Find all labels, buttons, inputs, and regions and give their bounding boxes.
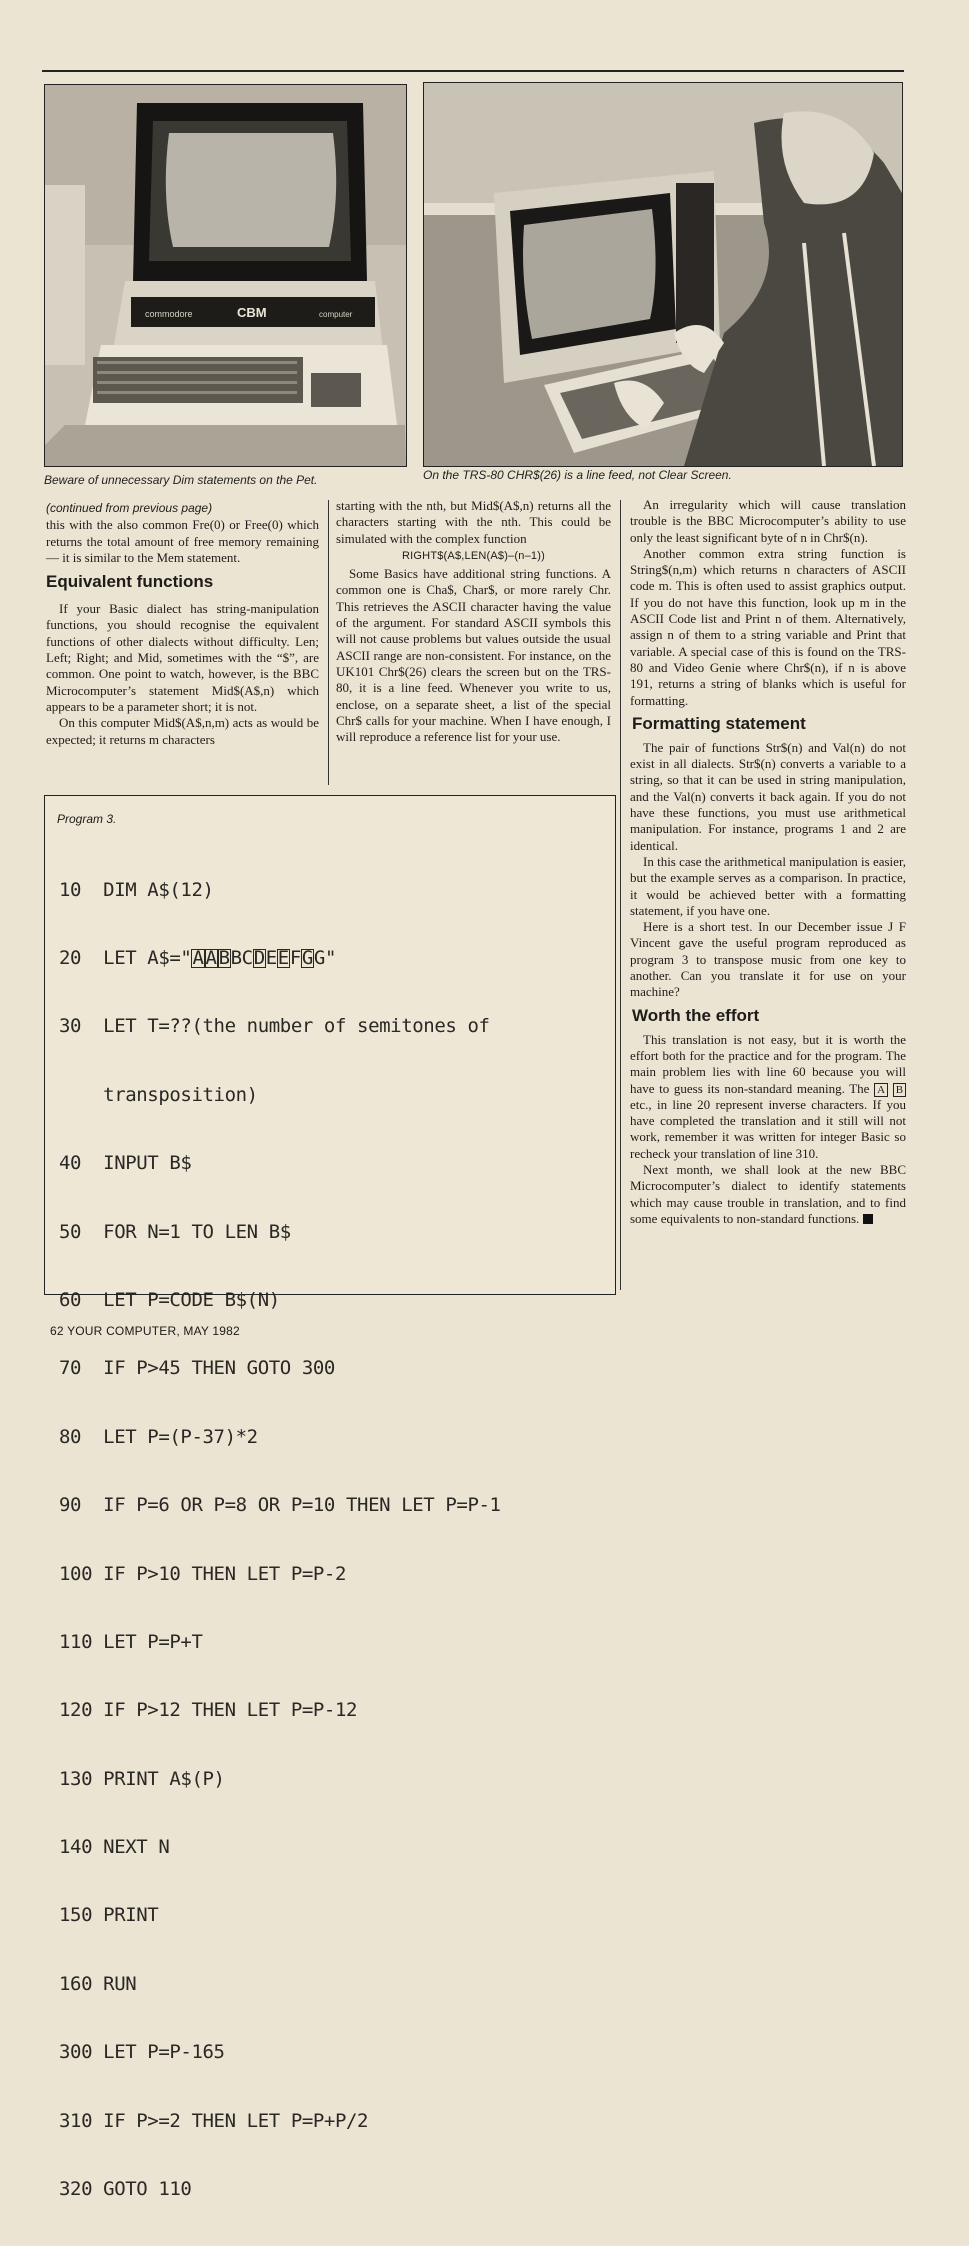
inverse-char: E: [277, 946, 289, 969]
paragraph: Another common extra string function is String$(n,m) which returns n characters of ASCII code m. This is often used to assist graphics output. If you do not have this function, look up m in the ASCII Code list and Print n of them. Alternatively, assign n of them to a string variable and Print that variable. A special case of this is found on the TRS-80 and Video Genie where Chr$(n), if n is above 191, returns a string of blanks which is useful for formatting.: [630, 545, 906, 708]
paragraph-text: etc., in line 20 represent inverse characters. If you have completed the translation and it still will not work, remember it was written for integer Basic so recheck your translation of line 310.: [630, 1096, 906, 1161]
column-divider: [620, 500, 621, 1290]
inverse-char: B: [218, 946, 230, 969]
article-column-2: [336, 498, 611, 745]
inverse-char: A: [205, 946, 217, 969]
paragraph: An irregularity which will cause translation trouble is the BBC Microcomputer’s ability to use only the least significant byte of n in Chr$(n).: [630, 497, 906, 545]
code-line: transposition): [59, 1083, 258, 1106]
inverse-char: A: [192, 946, 204, 969]
code-line: 50 FOR N=1 TO LEN B$: [59, 1220, 291, 1243]
formula-right-len: RIGHT$(A$,LEN(A$)–(n–1)): [402, 549, 545, 562]
heading-worth-the-effort: Worth the effort: [632, 1005, 760, 1025]
program-title: Program 3.: [57, 812, 117, 826]
paragraph-text: Next month, we shall look at the new BBC Microcomputer’s dialect to identify statements which may cause trouble in translation, and to find some equivalents to non-standard functions.: [630, 1161, 906, 1226]
paragraph: If your Basic dialect has string-manipulation functions, you should recognise the equivalent functions of other dialects without difficulty. Len; Left; Right; and Mid, sometimes with the “$”, are common. One point to watch, however, is the BBC Microcomputer’s statement Mid$(A$,n) which appears to be a parameter short; it is not.: [46, 601, 319, 714]
heading-equivalent-functions: Equivalent functions: [46, 572, 214, 592]
code-line: 320 GOTO 110: [59, 2178, 192, 2201]
top-rule: [42, 70, 904, 72]
column-divider: [328, 500, 329, 785]
inverse-b-box: B: [893, 1083, 906, 1097]
paragraph: Here is a short test. In our December issue J F Vincent gave the useful program reproduced as program 3 to transpose music from one key to another. Can you translate it for use on your machine?: [630, 919, 906, 1000]
code-line: 40 INPUT B$: [59, 1152, 192, 1175]
inverse-char: D: [253, 946, 265, 969]
paragraph: Some Basics have additional string functions. A common one is Cha$, Char$, or more rarely Chr. This retrieves the ASCII character having the value of the argument. For standard ASCII symbols this will not cause problems but values outside the usual ASCII range are non-consistent. For instance, on the UK101 Chr$(26) clears the screen but on the TRS-80, it is a line feed. Whenever you write to us, enclose, on a separate sheet, a list of the special Chr$ calls for your machine. When I have enough, I will reproduce a reference list for your use.: [336, 566, 611, 745]
code-line: 140 NEXT N: [59, 1836, 170, 1859]
paragraph: [630, 1032, 906, 1162]
code-block: [59, 833, 609, 2246]
photo-commodore-pet: [44, 84, 407, 467]
code-line: 80 LET P=(P-37)*2: [59, 1425, 258, 1448]
caption-left-photo: Beware of unnecessary Dim statements on the Pet.: [44, 473, 318, 487]
cbm-logo-text: CBM: [237, 305, 267, 320]
continued-note: (continued from previous page): [46, 501, 213, 515]
inverse-char: G: [301, 946, 313, 969]
computer-logo-text: computer: [319, 310, 353, 319]
code-line: 130 PRINT A$(P): [59, 1767, 225, 1790]
page-footer: 62 YOUR COMPUTER, MAY 1982: [50, 1324, 240, 1338]
code-text: G": [313, 946, 336, 969]
paragraph: starting with the nth, but Mid$(A$,n) returns all the characters starting with the nth. This could be simulated with the complex function: [336, 498, 611, 546]
code-line: 60 LET P=CODE B$(N): [59, 1288, 280, 1311]
paragraph: [630, 1162, 906, 1227]
code-line: 150 PRINT: [59, 1904, 159, 1927]
code-line: 100 IF P>10 THEN LET P=P-2: [59, 1562, 347, 1585]
code-text: F: [289, 946, 301, 969]
code-text: 20 LET A$=": [59, 946, 192, 969]
paragraph: On this computer Mid$(A$,n,m) acts as would be expected; it returns m characters: [46, 715, 319, 747]
code-line: [59, 947, 609, 970]
code-text: BC: [230, 946, 253, 969]
commodore-pet-illustration: [45, 85, 406, 466]
paragraph: The pair of functions Str$(n) and Val(n) do not exist in all dialects. Str$(n) converts a variable to a string, so that it can be used in string manipulation, and the Val(n) converts it back again. If you do not have these functions, you must use arithmetical manipulation. For instance, programs 1 and 2 are identical.: [630, 739, 906, 853]
end-mark-icon: [863, 1214, 873, 1224]
code-text: E: [265, 946, 277, 969]
inverse-a-box: A: [874, 1083, 888, 1097]
article-column-3: [630, 497, 906, 1227]
code-line: 10 DIM A$(12): [59, 878, 214, 901]
paragraph: this with the also common Fre(0) or Free(0) which returns the total amount of free memory remaining — it is similar to the Mem statement.: [46, 517, 319, 565]
code-line: 310 IF P>=2 THEN LET P=P+P/2: [59, 2109, 369, 2132]
paragraph: In this case the arithmetical manipulation is easier, but the example serves as a comparison. In practice, it would be achieved better with a formatting statement, if you have one.: [630, 853, 907, 918]
article-column-1: [46, 500, 319, 748]
commodore-logo-text: commodore: [145, 309, 193, 319]
code-line: 110 LET P=P+T: [59, 1630, 203, 1653]
paragraph-text: This translation is not easy, but it is worth the effort both for the practice and for the program. The main problem lies with line 60 because you will have to guess its non-standard meaning. The: [630, 1031, 906, 1096]
code-line: 90 IF P=6 OR P=8 OR P=10 THEN LET P=P-1: [59, 1494, 501, 1517]
code-line: 300 LET P=P-165: [59, 2041, 225, 2064]
code-line: 120 IF P>12 THEN LET P=P-12: [59, 1699, 358, 1722]
code-line: 70 IF P>45 THEN GOTO 300: [59, 1357, 335, 1380]
trs80-illustration: [424, 83, 902, 466]
caption-right-photo: On the TRS-80 CHR$(26) is a line feed, not Clear Screen.: [423, 468, 732, 482]
photo-trs80: [423, 82, 903, 467]
heading-formatting-statement: Formatting statement: [632, 713, 806, 733]
code-line: 30 LET T=??(the number of semitones of: [59, 1015, 490, 1038]
code-line: 160 RUN: [59, 1972, 137, 1995]
